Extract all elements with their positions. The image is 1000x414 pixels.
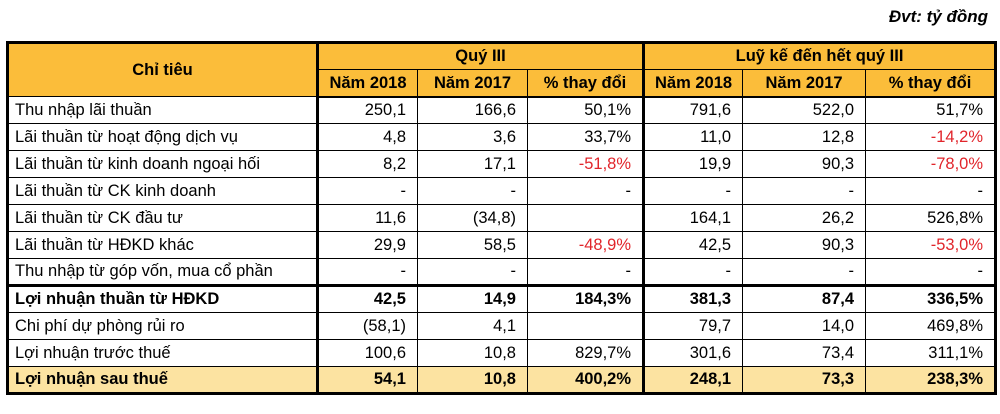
cell-value: - <box>418 259 528 286</box>
cell-value: 4,8 <box>318 124 418 151</box>
cell-value: - <box>644 259 743 286</box>
col-header-q-2017: Năm 2017 <box>418 70 528 97</box>
row-label: Lợi nhuận sau thuế <box>8 367 318 394</box>
cell-value: - <box>318 178 418 205</box>
cell-value: 400,2% <box>528 367 644 394</box>
cell-value: 54,1 <box>318 367 418 394</box>
cell-value: 73,3 <box>743 367 866 394</box>
cell-value: 301,6 <box>644 340 743 367</box>
row-label: Lãi thuần từ CK kinh doanh <box>8 178 318 205</box>
cell-value-empty <box>528 205 644 232</box>
cell-value: 381,3 <box>644 286 743 313</box>
cell-value-negative: -51,8% <box>528 151 644 178</box>
table-row <box>8 259 996 286</box>
col-header-q-change: % thay đổi <box>528 70 644 97</box>
row-label: Lãi thuần từ hoạt động dịch vụ <box>8 124 318 151</box>
cell-value-negative: -53,0% <box>866 232 996 259</box>
cell-value: 33,7% <box>528 124 644 151</box>
cell-value: 100,6 <box>318 340 418 367</box>
cell-value: 42,5 <box>644 232 743 259</box>
table-row <box>8 313 996 340</box>
cell-value: 248,1 <box>644 367 743 394</box>
group-header-row <box>8 43 996 70</box>
cell-value: - <box>866 178 996 205</box>
col-header-c-2018: Năm 2018 <box>644 70 743 97</box>
col-header-c-2017: Năm 2017 <box>743 70 866 97</box>
group-header-quarter: Quý III <box>318 43 644 70</box>
cell-value: 11,0 <box>644 124 743 151</box>
cell-value: - <box>644 178 743 205</box>
cell-value: - <box>318 259 418 286</box>
row-label: Lãi thuần từ kinh doanh ngoại hối <box>8 151 318 178</box>
cell-value: 17,1 <box>418 151 528 178</box>
cell-value: 3,6 <box>418 124 528 151</box>
cell-value: - <box>528 259 644 286</box>
cell-value: 829,7% <box>528 340 644 367</box>
table-row <box>8 232 996 259</box>
table-row <box>8 97 996 124</box>
cell-value: - <box>528 178 644 205</box>
table-row <box>8 205 996 232</box>
col-header-c-change: % thay đổi <box>866 70 996 97</box>
cell-value-negative: -78,0% <box>866 151 996 178</box>
cell-value: 526,8% <box>866 205 996 232</box>
cell-value: 791,6 <box>644 97 743 124</box>
cell-value: 87,4 <box>743 286 866 313</box>
table-header <box>8 43 996 97</box>
row-label: Thu nhập từ góp vốn, mua cổ phần <box>8 259 318 286</box>
cell-value: - <box>743 259 866 286</box>
cell-value: 50,1% <box>528 97 644 124</box>
cell-value: 58,5 <box>418 232 528 259</box>
cell-value: 42,5 <box>318 286 418 313</box>
cell-value: 14,0 <box>743 313 866 340</box>
cell-value: 311,1% <box>866 340 996 367</box>
cell-value: 73,4 <box>743 340 866 367</box>
cell-value: 12,8 <box>743 124 866 151</box>
row-label: Lãi thuần từ CK đầu tư <box>8 205 318 232</box>
table-row-subtotal <box>8 286 996 313</box>
cell-value: - <box>418 178 528 205</box>
row-label: Chi phí dự phòng rủi ro <box>8 313 318 340</box>
cell-value: 164,1 <box>644 205 743 232</box>
table-row <box>8 124 996 151</box>
row-label: Lợi nhuận thuần từ HĐKD <box>8 286 318 313</box>
cell-value: - <box>743 178 866 205</box>
cell-value-negative: -48,9% <box>528 232 644 259</box>
cell-value: (34,8) <box>418 205 528 232</box>
cell-value: - <box>866 259 996 286</box>
cell-value: 10,8 <box>418 367 528 394</box>
cell-value: 4,1 <box>418 313 528 340</box>
cell-value: 336,5% <box>866 286 996 313</box>
cell-value: (58,1) <box>318 313 418 340</box>
corner-header: Chỉ tiêu <box>8 43 318 97</box>
financial-results-table <box>6 41 997 395</box>
table-row-total <box>8 367 996 394</box>
cell-value: 29,9 <box>318 232 418 259</box>
cell-value: 522,0 <box>743 97 866 124</box>
cell-value: 90,3 <box>743 232 866 259</box>
cell-value: 8,2 <box>318 151 418 178</box>
unit-note: Đvt: tỷ đồng <box>888 7 988 26</box>
row-label: Lãi thuần từ HĐKD khác <box>8 232 318 259</box>
col-header-q-2018: Năm 2018 <box>318 70 418 97</box>
cell-value: 10,8 <box>418 340 528 367</box>
row-label: Thu nhập lãi thuần <box>8 97 318 124</box>
cell-value: 26,2 <box>743 205 866 232</box>
table-row <box>8 340 996 367</box>
cell-value: 238,3% <box>866 367 996 394</box>
cell-value: 11,6 <box>318 205 418 232</box>
cell-value-negative: -14,2% <box>866 124 996 151</box>
cell-value: 14,9 <box>418 286 528 313</box>
cell-value-empty <box>528 313 644 340</box>
cell-value: 90,3 <box>743 151 866 178</box>
table-row <box>8 151 996 178</box>
cell-value: 469,8% <box>866 313 996 340</box>
cell-value: 19,9 <box>644 151 743 178</box>
cell-value: 166,6 <box>418 97 528 124</box>
cell-value: 79,7 <box>644 313 743 340</box>
table-row <box>8 178 996 205</box>
cell-value: 51,7% <box>866 97 996 124</box>
row-label: Lợi nhuận trước thuế <box>8 340 318 367</box>
table-body <box>8 97 996 394</box>
cell-value: 250,1 <box>318 97 418 124</box>
cell-value: 184,3% <box>528 286 644 313</box>
group-header-cumulative: Luỹ kế đến hết quý III <box>644 43 996 70</box>
